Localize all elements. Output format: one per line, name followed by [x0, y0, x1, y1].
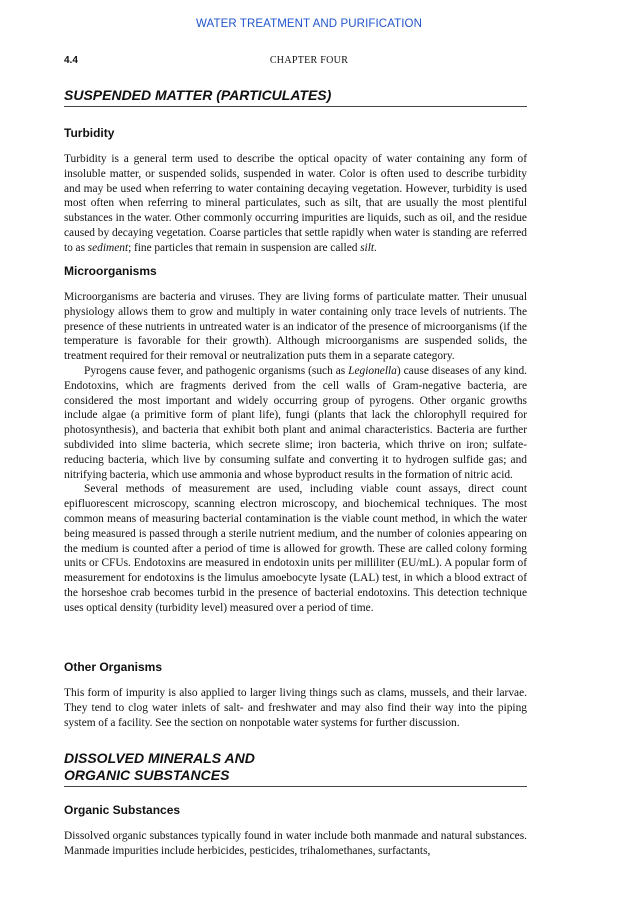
microorganisms-body	[64, 290, 527, 616]
other-organisms-body	[64, 686, 527, 730]
section-suspended-matter	[64, 87, 527, 107]
organic-substances-paragraph: Dissolved organic substances typically found in water include both manmade and natural substances. Manmade impurities include herbicides, pesticides, trihalomethanes, surfactants,	[64, 830, 527, 857]
organic-substances-body	[64, 829, 527, 859]
section-title-dissolved-minerals: DISSOLVED MINERALS AND ORGANIC SUBSTANCES	[64, 750, 527, 787]
subsection-microorganisms	[64, 264, 527, 278]
page-number: 4.4	[64, 55, 78, 66]
section-title-suspended-matter: SUSPENDED MATTER (PARTICULATES)	[64, 87, 527, 107]
subsection-other-organisms	[64, 660, 527, 674]
chapter-label: CHAPTER FOUR	[269, 55, 349, 66]
section-dissolved-minerals	[64, 750, 527, 787]
heading-microorganisms: Microorganisms	[64, 264, 157, 278]
subsection-turbidity	[64, 126, 527, 140]
other-organisms-paragraph: This form of impurity is also applied to larger living things such as clams, mussels, and their larvae. They tend to clog water inlets of salt- and freshwater and may also find their way into the piping system of a facility. See the section on nonpotable water systems for further discussion.	[64, 687, 527, 729]
heading-organic-substances: Organic Substances	[64, 803, 181, 817]
turbidity-paragraph: Turbidity is a general term used to describe the optical opacity of water containing any form of insoluble matter, or suspended solids, suspended in water. Color is often used to describe turbidity and may be used when referring to water containing decaying vegetation. However, turbidity is used most often when referring to mineral particulates, such as silt, that are usually the most plentiful substances in the water. Other commonly occurring impurities are liquids, such as oil, and the residue caused by decaying vegetation. Coarse particles that settle rapidly when water is standing are referred to as sediment; fine particles that remain in suspension are called silt.	[64, 153, 527, 254]
turbidity-body	[64, 152, 527, 256]
microorganisms-paragraph-3: Several methods of measurement are used, including viable count assays, direct count epifluorescent microscopy, scanning electron microscopy, and biochemical techniques. The most common means of measuring bacterial contamination is the viable count method, in which the water being measured is passed through a sterile nutrient medium, and the number of colonies appearing on the medium is counted after a period of time is allowed for growth. These are called colony forming units or CFUs. Endotoxins are measured in endotoxin units per milliliter (EU/mL). A popular form of measurement for endotoxins is the limulus amoebocyte lysate (LAL) test, in which a blood extract of the horseshoe crab becomes turbid in the presence of bacterial endotoxins. This detection technique uses optical density (turbidity level) measured over a period of time.	[64, 483, 527, 614]
subsection-organic-substances	[64, 803, 527, 817]
microorganisms-paragraph-2: Pyrogens cause fever, and pathogenic organisms (such as Legionella) cause diseases of any kind. Endotoxins, which are fragments derived from the cell walls of Gram-negative bacteria, are considered the most important and widely occurring group of pyrogens. Other organic growths include algae (a primitive form of plant life), fungi (plants that lack the chlorophyll required for photosynthesis), and bacteria that exhibit both plant and animal characteristics. Bacteria are further subdivided into slime bacteria, which secrete slime; iron bacteria, which thrive on iron; sulfate-reducing bacteria, which live by consuming sulfate and converting it to hydrogen sulfide gas; and nitrifying bacteria, which use ammonia and whose byproduct results in the formation of nitric acid.	[64, 364, 528, 481]
running-head: WATER TREATMENT AND PURIFICATION	[196, 18, 422, 30]
heading-other-organisms: Other Organisms	[64, 660, 163, 674]
heading-turbidity: Turbidity	[64, 126, 115, 140]
microorganisms-paragraph-1: Microorganisms are bacteria and viruses. They are living forms of particulate matter. Their unusual physiology allows them to grow and multiply in water containing only trace levels of nutrients. The presence of these nutrients in untreated water is an indicator of the presence of microorganisms (if the temperature is favorable for their growth). Although microorganisms are suspended solids, the treatment required for their removal or neutralization puts them in a separate category.	[64, 291, 527, 363]
